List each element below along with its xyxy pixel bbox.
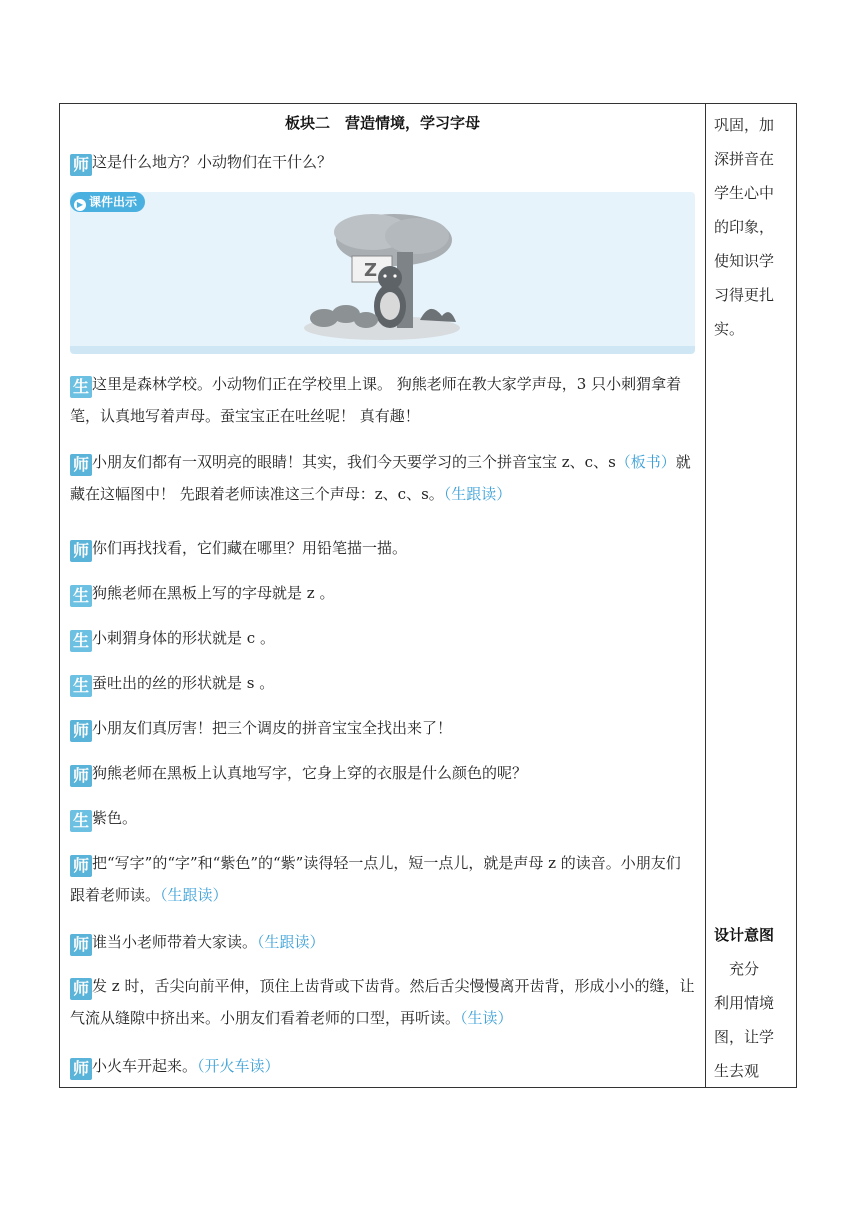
dialogue-row (70, 926, 695, 958)
side-line: 的印象， (714, 218, 775, 236)
dialogue-row (70, 577, 695, 609)
dialogue-row (70, 146, 695, 178)
design-intent-text (714, 952, 790, 1088)
dialogue-text: 小火车开起来。 (92, 1057, 198, 1075)
dialogue-text: 小朋友们都有一双明亮的眼睛！其实，我们今天要学习的三个拼音宝宝 z、c、s (92, 453, 616, 471)
side-line: 利用情境 (714, 994, 775, 1012)
lesson-table (59, 103, 797, 1088)
side-line: 习得更扎 (714, 286, 775, 304)
teacher-badge-icon: 师 (70, 454, 92, 476)
forest-school-illustration (302, 210, 462, 342)
side-column (706, 104, 796, 1087)
dialogue-text: 谁当小老师带着大家读。 (92, 933, 258, 951)
play-icon: ▶ (74, 199, 86, 211)
svg-text:Z: Z (364, 260, 378, 281)
design-intent-title: 设计意图 (714, 926, 775, 944)
dialogue-text: 紫色。 (92, 809, 138, 827)
student-badge-icon: 生 (70, 810, 92, 832)
follow-read-note: （生跟读） (257, 933, 325, 951)
dialogue-text: 把“写字”的“字”和“紫色”的“紫”读得轻一点儿，短一点儿，就是声母 z 的读音。小朋友们跟着老师读。 (70, 854, 681, 904)
panel-band (70, 346, 695, 354)
side-note-top (714, 108, 790, 346)
student-badge-icon: 生 (70, 675, 92, 697)
teacher-badge-icon: 师 (70, 1058, 92, 1080)
courseware-label: 课件出示 (89, 195, 138, 209)
dialogue-row (70, 368, 695, 432)
dialogue-row (70, 757, 695, 789)
dialogue-text-cont: 就藏在这幅图中！ 先跟着老师读准这三个声母：z、c、s。 (70, 453, 691, 503)
dialogue-text: 狗熊老师在黑板上认真地写字，它身上穿的衣服是什么颜色的呢？ (92, 764, 528, 782)
board-note: （板书） (615, 453, 676, 471)
dialogue-text: 蚕吐出的丝的形状就是 s 。 (92, 674, 275, 692)
side-line: 深拼音在 (714, 150, 775, 168)
dialogue-text: 这是什么地方？小动物们在干什么？ (92, 153, 333, 171)
side-line: 学生心中 (714, 184, 775, 202)
dialogue-row (70, 1050, 695, 1082)
student-badge-icon: 生 (70, 585, 92, 607)
dialogue-row (70, 712, 695, 744)
main-column (60, 104, 705, 1087)
courseware-tag (70, 192, 145, 212)
dialogue-text: 这里是森林学校。小动物们正在学校里上课。 狗熊老师在教大家学声母，3 只小刺猬拿着笔，认真地写着声母。蚕宝宝正在吐丝呢！ 真有趣！ (70, 375, 682, 425)
follow-read-note: （生跟读） (443, 485, 512, 503)
dialogue-text: 小朋友们真厉害！把三个调皮的拼音宝宝全找出来了！ (92, 719, 453, 737)
dialogue-row (70, 847, 695, 911)
dialogue-text: 你们再找找看，它们藏在哪里？用铅笔描一描。 (92, 539, 408, 557)
student-badge-icon: 生 (70, 376, 92, 398)
side-line: 使知识学 (714, 252, 775, 270)
follow-read-note: （生跟读） (160, 886, 228, 904)
courseware-panel (70, 192, 695, 354)
side-line: 图，让学 (714, 1028, 775, 1046)
dialogue-row (70, 970, 695, 1034)
dialogue-row (70, 446, 695, 510)
side-line: 实。 (714, 320, 745, 338)
read-note: （生读） (460, 1009, 513, 1027)
teacher-badge-icon: 师 (70, 540, 92, 562)
teacher-badge-icon: 师 (70, 154, 92, 176)
side-line: 巩固，加 (714, 116, 775, 134)
train-read-note: （开火车读） (197, 1057, 280, 1075)
teacher-badge-icon: 师 (70, 855, 92, 877)
section-title: 板块二 营造情境，学习字母 (284, 114, 480, 132)
dialogue-row (70, 802, 695, 834)
dialogue-row (70, 622, 695, 654)
dialogue-text: 发 z 时，舌尖向前平伸，顶住上齿背或下齿背。然后舌尖慢慢离开齿背，形成小小的缝，让气流从缝隙中挤出来。小朋友们看着老师的口型，再听读。 (70, 977, 695, 1027)
dialogue-text: 小刺猬身体的形状就是 c 。 (92, 629, 275, 647)
dialogue-text: 狗熊老师在黑板上写的字母就是 z 。 (92, 584, 335, 602)
teacher-badge-icon: 师 (70, 720, 92, 742)
teacher-badge-icon: 师 (70, 978, 92, 1000)
teacher-badge-icon: 师 (70, 934, 92, 956)
side-line: 生去观 (714, 1062, 760, 1080)
teacher-badge-icon: 师 (70, 765, 92, 787)
side-line: 充分 (714, 960, 760, 978)
dialogue-row (70, 667, 695, 699)
dialogue-row (70, 532, 695, 564)
student-badge-icon: 生 (70, 630, 92, 652)
